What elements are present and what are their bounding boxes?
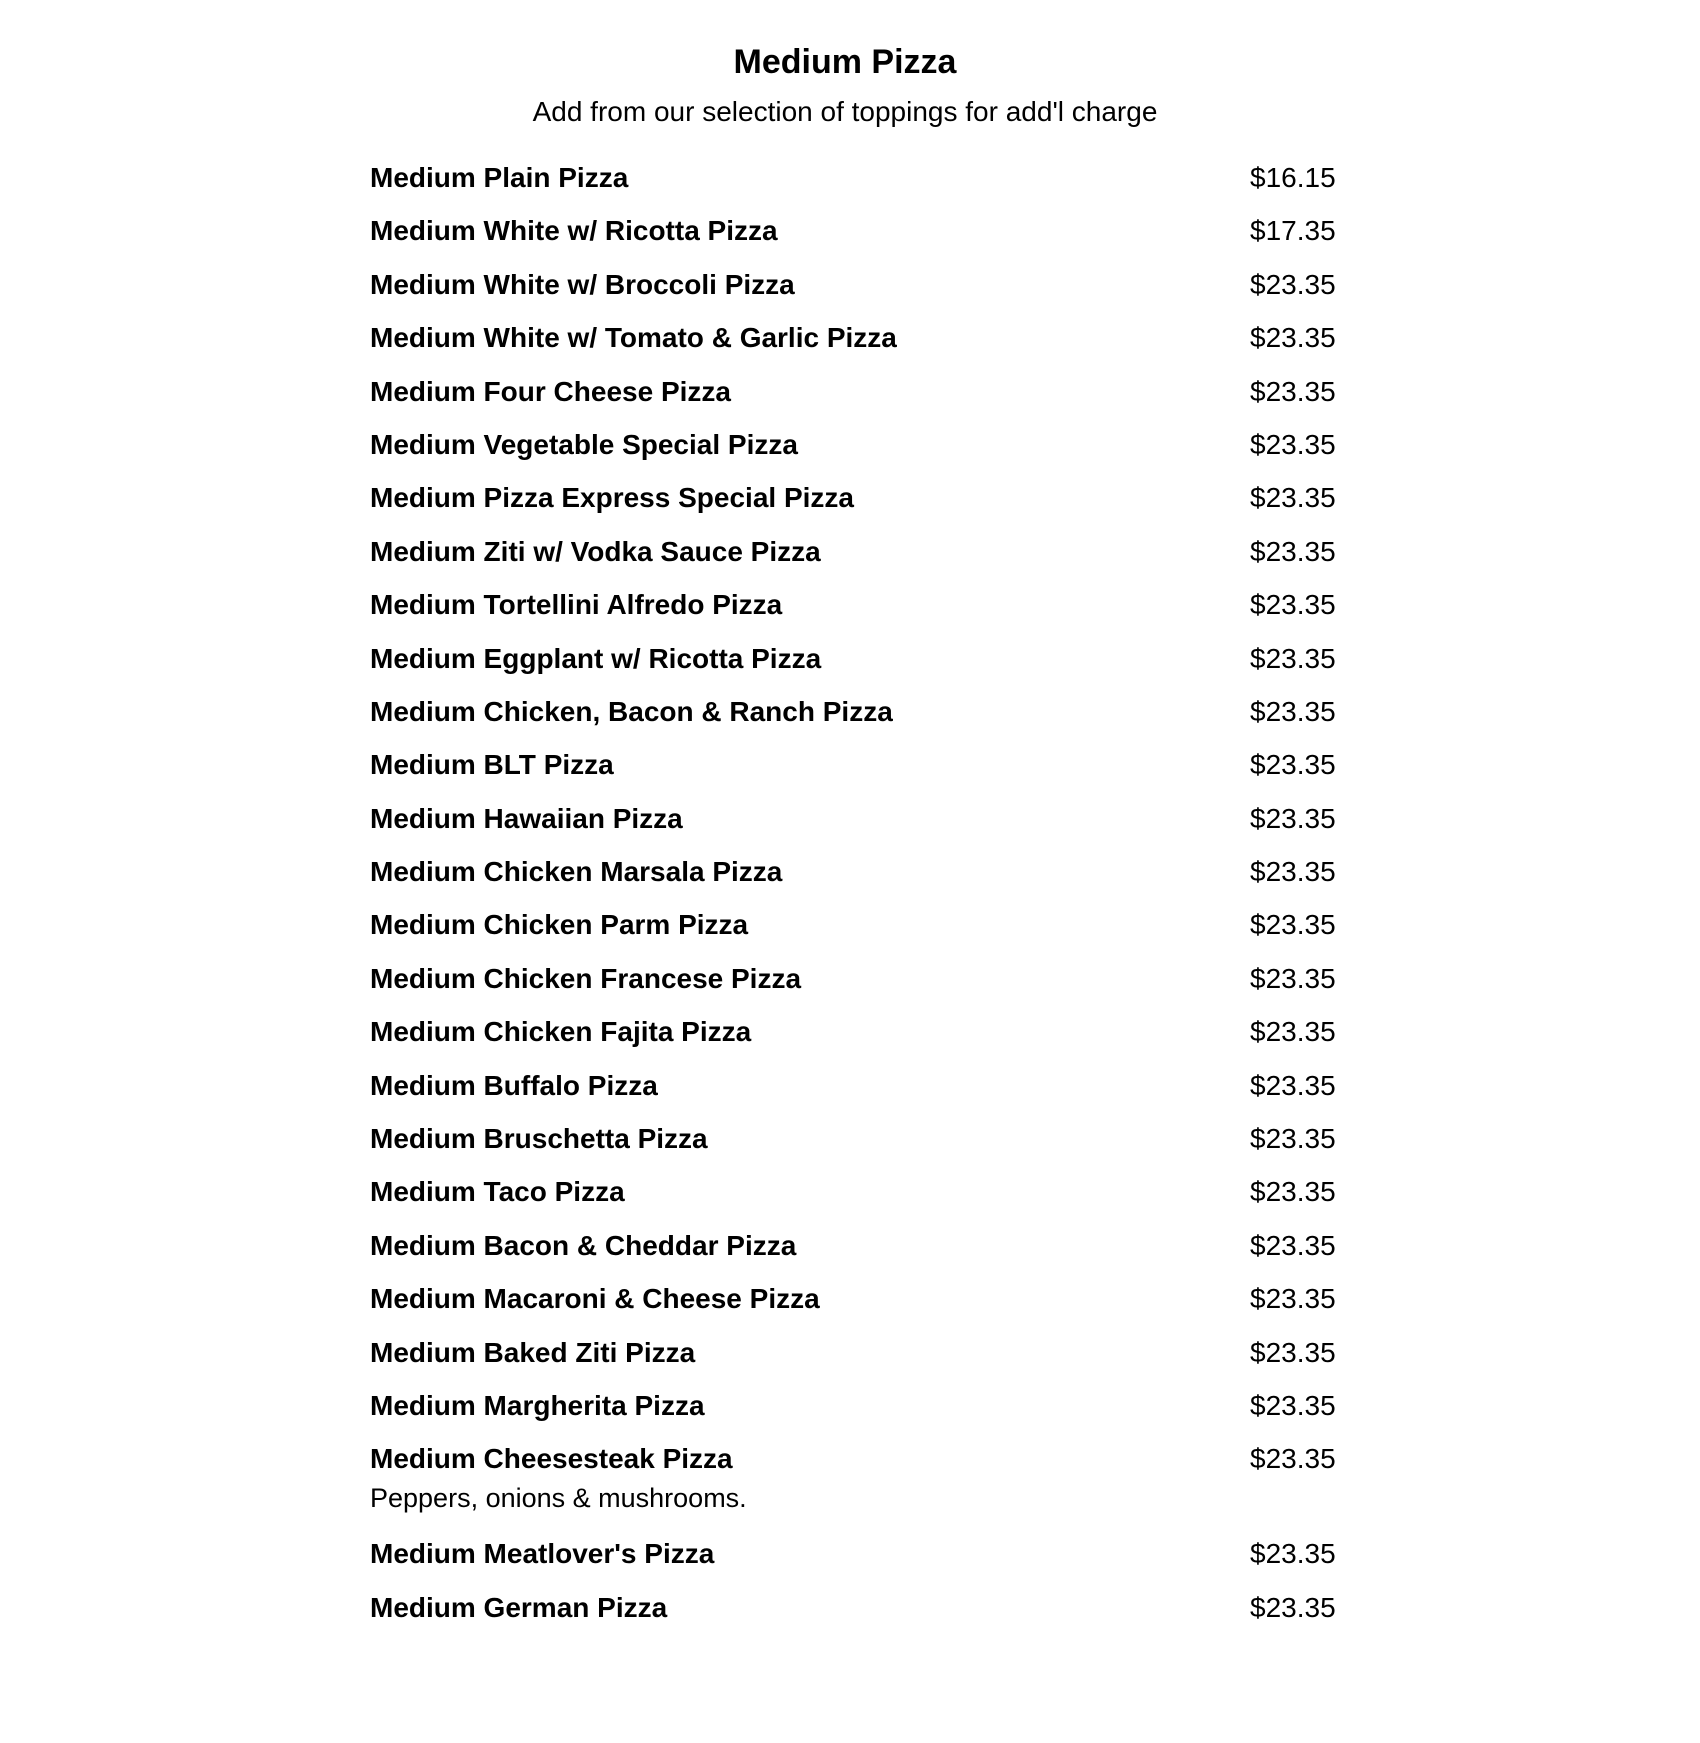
item-name: Medium Vegetable Special Pizza	[370, 428, 798, 460]
item-name: Medium Chicken Francese Pizza	[370, 962, 802, 994]
menu-item[interactable]	[370, 903, 1340, 956]
item-name: Medium Bruschetta Pizza	[370, 1123, 708, 1155]
item-price: $23.35	[1250, 589, 1336, 621]
menu-item[interactable]	[370, 530, 1340, 583]
item-price: $23.35	[1250, 856, 1336, 888]
item-name: Medium German Pizza	[370, 1591, 668, 1623]
item-name: Medium Chicken Marsala Pizza	[370, 856, 783, 888]
item-name: Medium White w/ Tomato & Garlic Pizza	[370, 322, 897, 354]
item-price: $23.35	[1250, 909, 1336, 941]
item-price: $23.35	[1250, 1389, 1336, 1421]
item-name: Medium Chicken Parm Pizza	[370, 909, 749, 941]
item-name: Medium Four Cheese Pizza	[370, 375, 731, 407]
menu-list	[370, 156, 1340, 1639]
item-price: $17.35	[1250, 215, 1336, 247]
item-name: Medium Taco Pizza	[370, 1176, 625, 1208]
item-price: $23.35	[1250, 1443, 1336, 1475]
item-name: Medium White w/ Broccoli Pizza	[370, 268, 795, 300]
menu-item[interactable]	[370, 1331, 1340, 1384]
item-name: Medium Tortellini Alfredo Pizza	[370, 589, 783, 621]
menu-item[interactable]	[370, 583, 1340, 636]
item-price: $23.35	[1250, 1123, 1336, 1155]
menu-item[interactable]	[370, 476, 1340, 529]
menu-title: Medium Pizza	[733, 43, 957, 81]
item-price: $23.35	[1250, 482, 1336, 514]
item-name: Medium BLT Pizza	[370, 749, 614, 781]
item-name: Medium Buffalo Pizza	[370, 1069, 658, 1101]
item-name: Medium Pizza Express Special Pizza	[370, 482, 854, 514]
item-name: Medium Plain Pizza	[370, 162, 629, 193]
menu-item[interactable]	[370, 1170, 1340, 1223]
item-name: Medium White w/ Ricotta Pizza	[370, 215, 778, 247]
menu-item[interactable]	[370, 690, 1340, 743]
item-name: Medium Margherita Pizza	[370, 1389, 705, 1421]
item-price: $23.35	[1250, 642, 1336, 674]
item-price: $23.35	[1250, 1069, 1336, 1101]
menu-subtitle: Add from our selection of toppings for add'l charge	[532, 96, 1158, 127]
item-name: Medium Macaroni & Cheese Pizza	[370, 1283, 820, 1315]
item-price: $23.35	[1250, 962, 1336, 994]
menu-item[interactable]	[370, 1010, 1340, 1063]
item-price: $23.35	[1250, 428, 1336, 460]
menu-item[interactable]	[370, 209, 1340, 262]
item-price: $23.35	[1250, 1016, 1336, 1048]
item-price: $23.35	[1250, 1336, 1336, 1368]
item-name: Medium Bacon & Cheddar Pizza	[370, 1229, 797, 1261]
item-description: Peppers, onions & mushrooms.	[370, 1483, 747, 1514]
menu-item[interactable]	[370, 1117, 1340, 1170]
item-price: $23.35	[1250, 322, 1336, 354]
item-price: $16.15	[1250, 162, 1336, 193]
item-price: $23.35	[1250, 695, 1336, 727]
item-price: $23.35	[1250, 1538, 1336, 1570]
menu-item[interactable]	[370, 370, 1340, 423]
item-price: $23.35	[1250, 375, 1336, 407]
item-name: Medium Ziti w/ Vodka Sauce Pizza	[370, 535, 821, 567]
menu-item[interactable]	[370, 957, 1340, 1010]
item-name: Medium Chicken Fajita Pizza	[370, 1016, 752, 1048]
menu-item[interactable]	[370, 1586, 1340, 1639]
item-price: $23.35	[1250, 1591, 1336, 1623]
item-price: $23.35	[1250, 268, 1336, 300]
item-name: Medium Meatlover's Pizza	[370, 1538, 715, 1570]
item-price: $23.35	[1250, 535, 1336, 567]
menu-item[interactable]	[370, 1277, 1340, 1330]
item-name: Medium Chicken, Bacon & Ranch Pizza	[370, 695, 893, 727]
menu-item[interactable]	[370, 1437, 1340, 1532]
menu-item[interactable]	[370, 1532, 1340, 1585]
item-name: Medium Eggplant w/ Ricotta Pizza	[370, 642, 822, 674]
menu-item[interactable]	[370, 1384, 1340, 1437]
menu-item[interactable]	[370, 263, 1340, 316]
menu-item[interactable]	[370, 637, 1340, 690]
item-price: $23.35	[1250, 1283, 1336, 1315]
item-price: $23.35	[1250, 1176, 1336, 1208]
menu-item[interactable]	[370, 1224, 1340, 1277]
menu-item[interactable]	[370, 797, 1340, 850]
item-name: Medium Cheesesteak Pizza	[370, 1443, 733, 1475]
menu-item[interactable]	[370, 743, 1340, 796]
item-name: Medium Hawaiian Pizza	[370, 802, 683, 834]
menu-item[interactable]	[370, 423, 1340, 476]
menu-item[interactable]	[370, 316, 1340, 369]
menu-item[interactable]	[370, 156, 1340, 209]
menu-item[interactable]	[370, 1064, 1340, 1117]
item-price: $23.35	[1250, 1229, 1336, 1261]
item-name: Medium Baked Ziti Pizza	[370, 1336, 696, 1368]
menu-item[interactable]	[370, 850, 1340, 903]
item-price: $23.35	[1250, 802, 1336, 834]
item-price: $23.35	[1250, 749, 1336, 781]
